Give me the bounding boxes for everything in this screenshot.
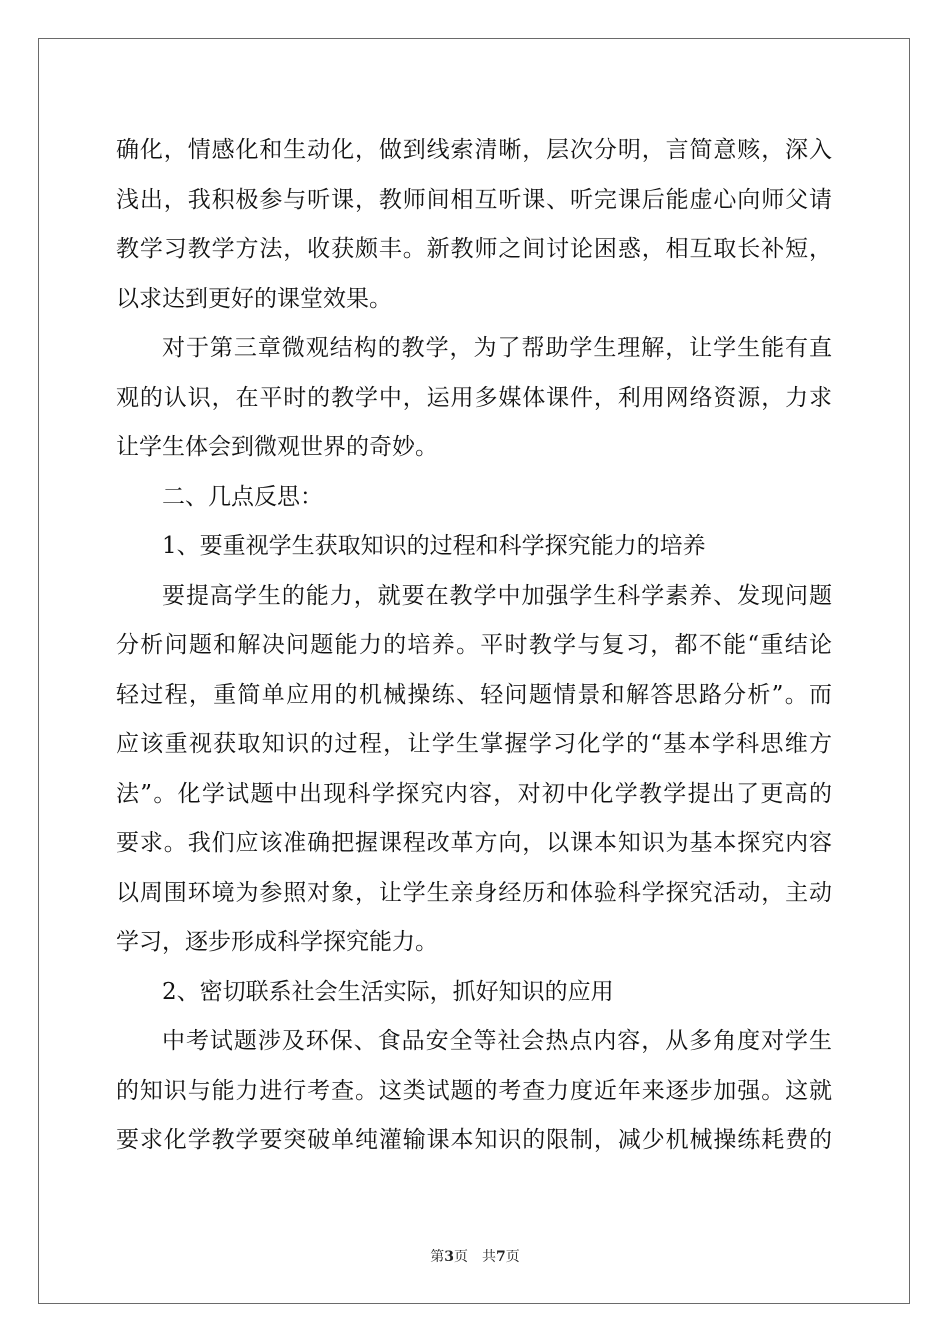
- body-line: 分析问题和解决问题能力的培养。平时教学与复习，都不能“重结论: [116, 632, 832, 658]
- page-prefix: 第: [430, 1249, 445, 1265]
- body-line: 让学生体会到微观世界的奇妙。: [116, 434, 438, 460]
- body-line: 浅出，我积极参与听课，教师间相互听课、听完课后能虚心向师父请: [116, 186, 832, 213]
- page-footer: [0, 1246, 950, 1266]
- subsection-heading: 1、要重视学生获取知识的过程和科学探究能力的培养: [162, 533, 706, 559]
- page-suffix: 页: [454, 1249, 468, 1265]
- body-line: 观的认识，在平时的教学中，运用多媒体课件，利用网络资源，力求: [116, 384, 832, 411]
- page-number: 3: [444, 1249, 454, 1265]
- body-line: 教学习教学方法，收获颇丰。新教师之间讨论困惑，相互取长补短，: [116, 236, 832, 262]
- section-heading: 二、几点反思：: [162, 483, 323, 510]
- subsection-heading: 2、密切联系社会生活实际，抓好知识的应用: [162, 978, 614, 1005]
- body-line: 要求。我们应该准确把握课程改革方向，以课本知识为基本探究内容: [116, 830, 832, 856]
- body-line: 应该重视获取知识的过程，让学生掌握学习化学的“基本学科思维方: [116, 731, 832, 757]
- total-pages: 7: [496, 1249, 506, 1265]
- body-line: 要提高学生的能力，就要在教学中加强学生科学素养、发现问题: [162, 582, 832, 609]
- body-line: 学习，逐步形成科学探究能力。: [116, 929, 438, 955]
- body-line: 轻过程，重简单应用的机械操练、轻问题情景和解答思路分析”。而: [116, 681, 832, 708]
- body-line: 中考试题涉及环保、食品安全等社会热点内容，从多角度对学生: [162, 1028, 832, 1054]
- body-line: 以周围环境为参照对象，让学生亲身经历和体验科学探究活动，主动: [116, 879, 832, 906]
- total-suffix: 页: [505, 1249, 520, 1265]
- document-body: [116, 126, 832, 1166]
- body-line: 确化，情感化和生动化，做到线索清晰，层次分明，言简意赅，深入: [116, 137, 832, 163]
- total-prefix: 共: [482, 1249, 496, 1265]
- body-line: 的知识与能力进行考查。这类试题的考查力度近年来逐步加强。这就: [116, 1077, 832, 1104]
- body-line: 法”。化学试题中出现科学探究内容，对初中化学教学提出了更高的: [116, 780, 832, 807]
- body-line: 以求达到更好的课堂效果。: [116, 285, 392, 312]
- body-line: 要求化学教学要突破单纯灌输课本知识的限制，减少机械操练耗费的: [116, 1127, 832, 1153]
- body-line: 对于第三章微观结构的教学，为了帮助学生理解，让学生能有直: [162, 335, 832, 361]
